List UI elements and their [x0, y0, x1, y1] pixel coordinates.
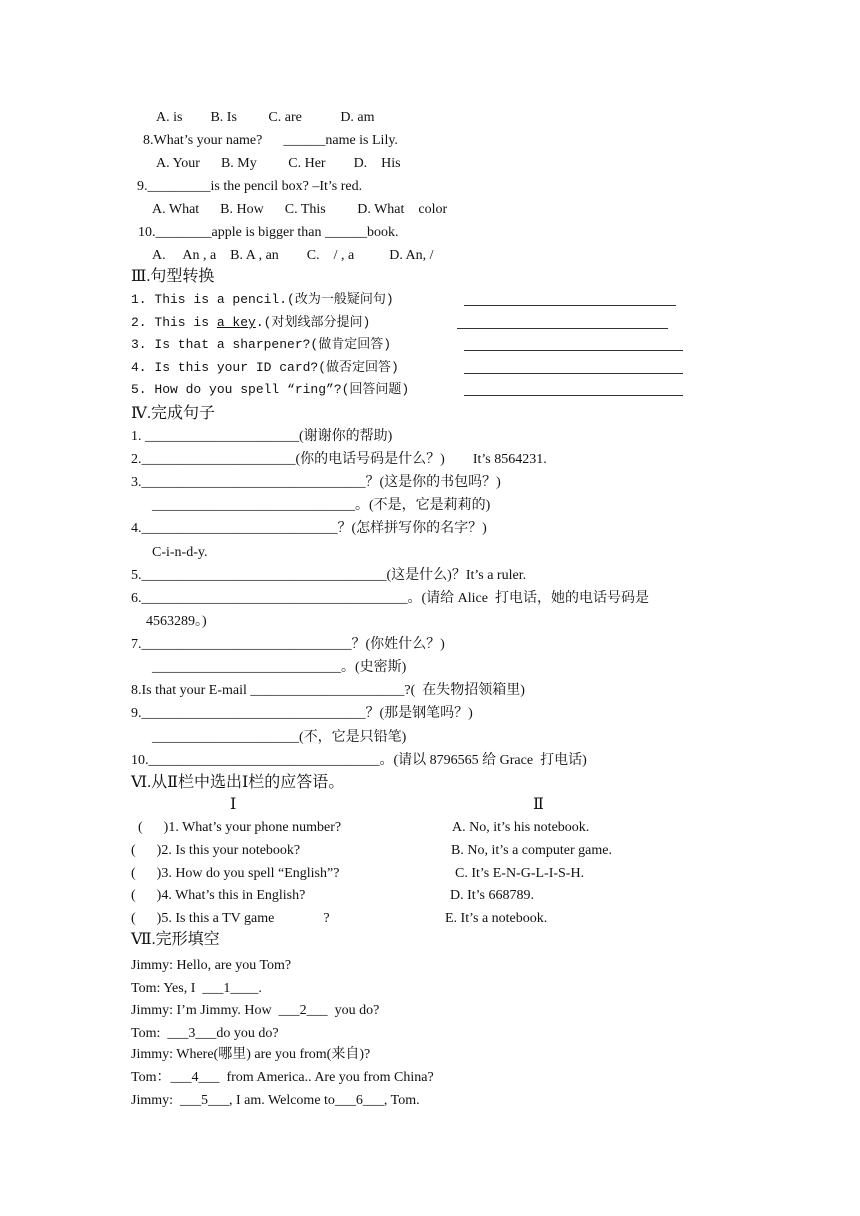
- s7-line-6: Tom：___4___ from America.. Are you from China?: [131, 1070, 434, 1085]
- q7-options: A. is B. Is C. are D. am: [156, 110, 375, 125]
- s6-answer-d: D. It’s 668789.: [450, 888, 534, 903]
- section6-title: Ⅵ.从Ⅱ栏中选出Ⅰ栏的应答语。: [131, 774, 345, 791]
- s7-line-1: Jimmy: Hello, are you Tom?: [131, 958, 292, 973]
- s4-line-1: 1. ______________________(谢谢你的帮助): [131, 429, 393, 444]
- s7-line-3: Jimmy: I’m Jimmy. How ___2___ you do?: [131, 1003, 380, 1018]
- q10-options: A. An , a B. A , an C. / , a D. An, /: [152, 248, 434, 263]
- s6-question-5: ( )5. Is this a TV game ?: [131, 911, 330, 926]
- q8-options: A. Your B. My C. Her D. His: [156, 156, 401, 171]
- section4-title: Ⅳ.完成句子: [131, 405, 215, 422]
- s3-item-2-tail: .(对划线部分提问): [255, 315, 371, 330]
- s6-answer-c: C. It’s E-N-G-L-I-S-H.: [455, 866, 585, 881]
- s4-line-7b: ___________________________。(史密斯): [152, 660, 407, 675]
- s3-item-1: 1. This is a pencil.(改为一般疑问句): [131, 292, 394, 307]
- s3-item-2: [131, 314, 370, 332]
- q8-stem: 8.What’s your name? ______name is Lily.: [143, 133, 398, 148]
- s6-question-3: ( )3. How do you spell “English”?: [131, 866, 340, 881]
- s3-item-3: 3. Is that a sharpener?(做肯定回答): [131, 337, 392, 352]
- s6-question-2: ( )2. Is this your notebook?: [131, 843, 301, 858]
- s6-question-1: ( )1. What’s your phone number?: [131, 820, 342, 835]
- s6-answer-b: B. No, it’s a computer game.: [451, 843, 612, 858]
- s7-line-2: Tom: Yes, I ___1____.: [131, 981, 262, 996]
- s3-answer-line-3: [464, 350, 683, 351]
- s3-item-5: 5. How do you spell “ring”?(回答问题): [131, 382, 410, 397]
- s4-line-4: 4.____________________________？(怎样拼写你的名字？): [131, 521, 487, 536]
- s3-answer-line-2: [457, 328, 668, 329]
- q9-options: A. What B. How C. This D. What color: [152, 202, 448, 217]
- s3-item-2-head: 2. This is: [131, 315, 217, 330]
- s3-item-2-underlined: a key: [216, 315, 256, 330]
- section7-title: Ⅶ.完形填空: [131, 931, 220, 948]
- section3-title: Ⅲ.句型转换: [131, 268, 215, 285]
- q10-stem: 10.________apple is bigger than ______book.: [138, 225, 399, 240]
- s4-line-3: 3.________________________________？(这是你的书包吗？): [131, 475, 501, 490]
- column-2-header: Ⅱ: [533, 796, 544, 813]
- s7-line-5: Jimmy: Where(哪里) are you from(来自)?: [131, 1047, 371, 1062]
- q9-stem: 9._________is the pencil box? –It’s red.: [137, 179, 363, 194]
- s3-answer-line-5: [464, 395, 683, 396]
- s6-question-4: ( )4. What’s this in English?: [131, 888, 306, 903]
- s4-line-8: 8.Is that your E-mail ______________________?( 在失物招领箱里): [131, 683, 525, 698]
- s4-line-4b: C-i-n-d-y.: [152, 545, 208, 560]
- s4-line-7: 7.______________________________？(你姓什么？): [131, 637, 445, 652]
- s7-line-7: Jimmy: ___5___, I am. Welcome to___6___, Tom.: [131, 1093, 420, 1108]
- s4-line-5: 5.___________________________________(这是什么)？It’s a ruler.: [131, 568, 527, 583]
- s4-line-6b: 4563289。): [146, 614, 207, 629]
- s4-line-2: 2.______________________(你的电话号码是什么？) It’s 8564231.: [131, 452, 547, 467]
- s4-line-9: 9.________________________________？(那是钢笔吗？): [131, 706, 473, 721]
- s4-line-9b: _____________________(不，它是只铅笔): [152, 730, 407, 745]
- s7-line-4: Tom: ___3___do you do?: [131, 1026, 279, 1041]
- s6-answer-a: A. No, it’s his notebook.: [452, 820, 590, 835]
- s4-line-3b: _____________________________。(不是，它是莉莉的): [152, 498, 491, 513]
- s3-answer-line-1: [464, 305, 676, 306]
- column-1-header: Ⅰ: [230, 796, 237, 813]
- s4-line-10: 10._________________________________。(请以 8796565 给 Grace 打电话): [131, 753, 587, 768]
- s3-answer-line-4: [464, 373, 683, 374]
- s3-item-4: 4. Is this your ID card?(做否定回答): [131, 360, 399, 375]
- s4-line-6: 6.______________________________________。(请给 Alice 打电话，她的电话号码是: [131, 591, 649, 606]
- s6-answer-e: E. It’s a notebook.: [445, 911, 548, 926]
